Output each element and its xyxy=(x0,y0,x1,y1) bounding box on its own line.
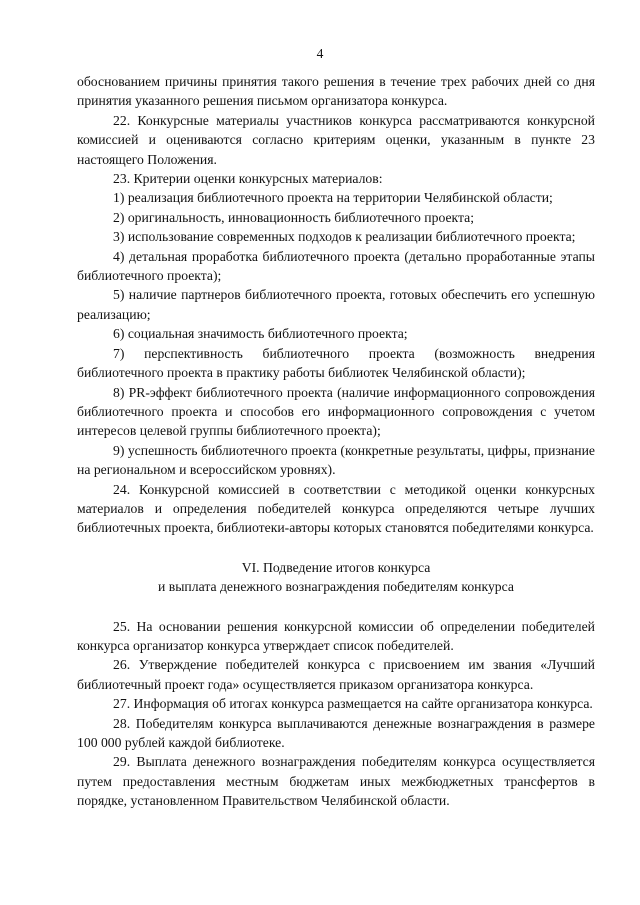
criterion-2: 2) оригинальность, инновационность библиотечного проекта; xyxy=(113,209,475,225)
paragraph-27: 27. Информация об итогах конкурса размещается на сайте организатора конкурса. xyxy=(113,696,593,712)
criterion-6: 6) социальная значимость библиотечного проекта; xyxy=(113,326,408,342)
criterion-3: 3) использование современных подходов к реализации библиотечного проекта; xyxy=(113,229,576,245)
criterion-9: 9) успешность библиотечного проекта (конкретные результаты, цифры, признание на региональном и всероссийском уровнях). xyxy=(77,442,595,478)
paragraph-24: 24. Конкурсной комиссией в соответствии с методикой оценки конкурсных материалов и определения победителей конкурса определяются четыре лучших библиотечных проекта, библиотеки-авторы которых становятся победителями конкурса. xyxy=(77,481,595,536)
paragraph-26: 26. Утверждение победителей конкурса с присвоением им звания «Лучший библиотечный проект года» осуществляется приказом организатора конкурса. xyxy=(77,657,595,692)
section-heading xyxy=(77,558,595,597)
criterion-5: 5) наличие партнеров библиотечного проекта, готовых обеспечить его успешную реализацию; xyxy=(77,287,595,322)
page-number: 4 xyxy=(316,46,324,61)
paragraph-28: 28. Победителям конкурса выплачиваются денежные вознаграждения в размере 100 000 рублей каждой библиотеке. xyxy=(77,715,595,750)
paragraph-23: 23. Критерии оценки конкурсных материалов: xyxy=(113,171,383,187)
section-heading-line-2: и выплата денежного вознаграждения победителям конкурса xyxy=(158,579,514,595)
criterion-8: 8) PR-эффект библиотечного проекта (наличие информационного сопровождения библиотечного проекта и способов его информационного сопровождения с учетом интересов целевой группы библиотечного проекта); xyxy=(77,384,595,439)
paragraph-29: 29. Выплата денежного вознаграждения победителям конкурса осуществляется путем предоставления местным бюджетам иных межбюджетных трансфертов в порядке, установленном Правительством Челябинской области. xyxy=(77,754,595,809)
section-heading-line-1: VI. Подведение итогов конкурса xyxy=(241,559,431,575)
criterion-4: 4) детальная проработка библиотечного проекта (детально проработанные этапы библиотечного проекта); xyxy=(77,248,595,284)
paragraph-22: 22. Конкурсные материалы участников конкурса рассматриваются конкурсной комиссией и оцениваются согласно критериям оценки, указанным в пункте 23 настоящего Положения. xyxy=(77,112,595,167)
document-body xyxy=(77,72,595,811)
criterion-7: 7) перспективность библиотечного проекта (возможность внедрения библиотечного проекта в практику работы библиотек Челябинской области); xyxy=(77,345,595,381)
criterion-1: 1) реализация библиотечного проекта на территории Челябинской области; xyxy=(113,190,553,206)
paragraph-25: 25. На основании решения конкурсной комиссии об определении победителей конкурса организатор конкурса утверждает список победителей. xyxy=(77,618,595,653)
paragraph-continuation: обоснованием причины принятия такого решения в течение трех рабочих дней со дня принятия указанного решения письмом организатора конкурса. xyxy=(77,74,595,109)
